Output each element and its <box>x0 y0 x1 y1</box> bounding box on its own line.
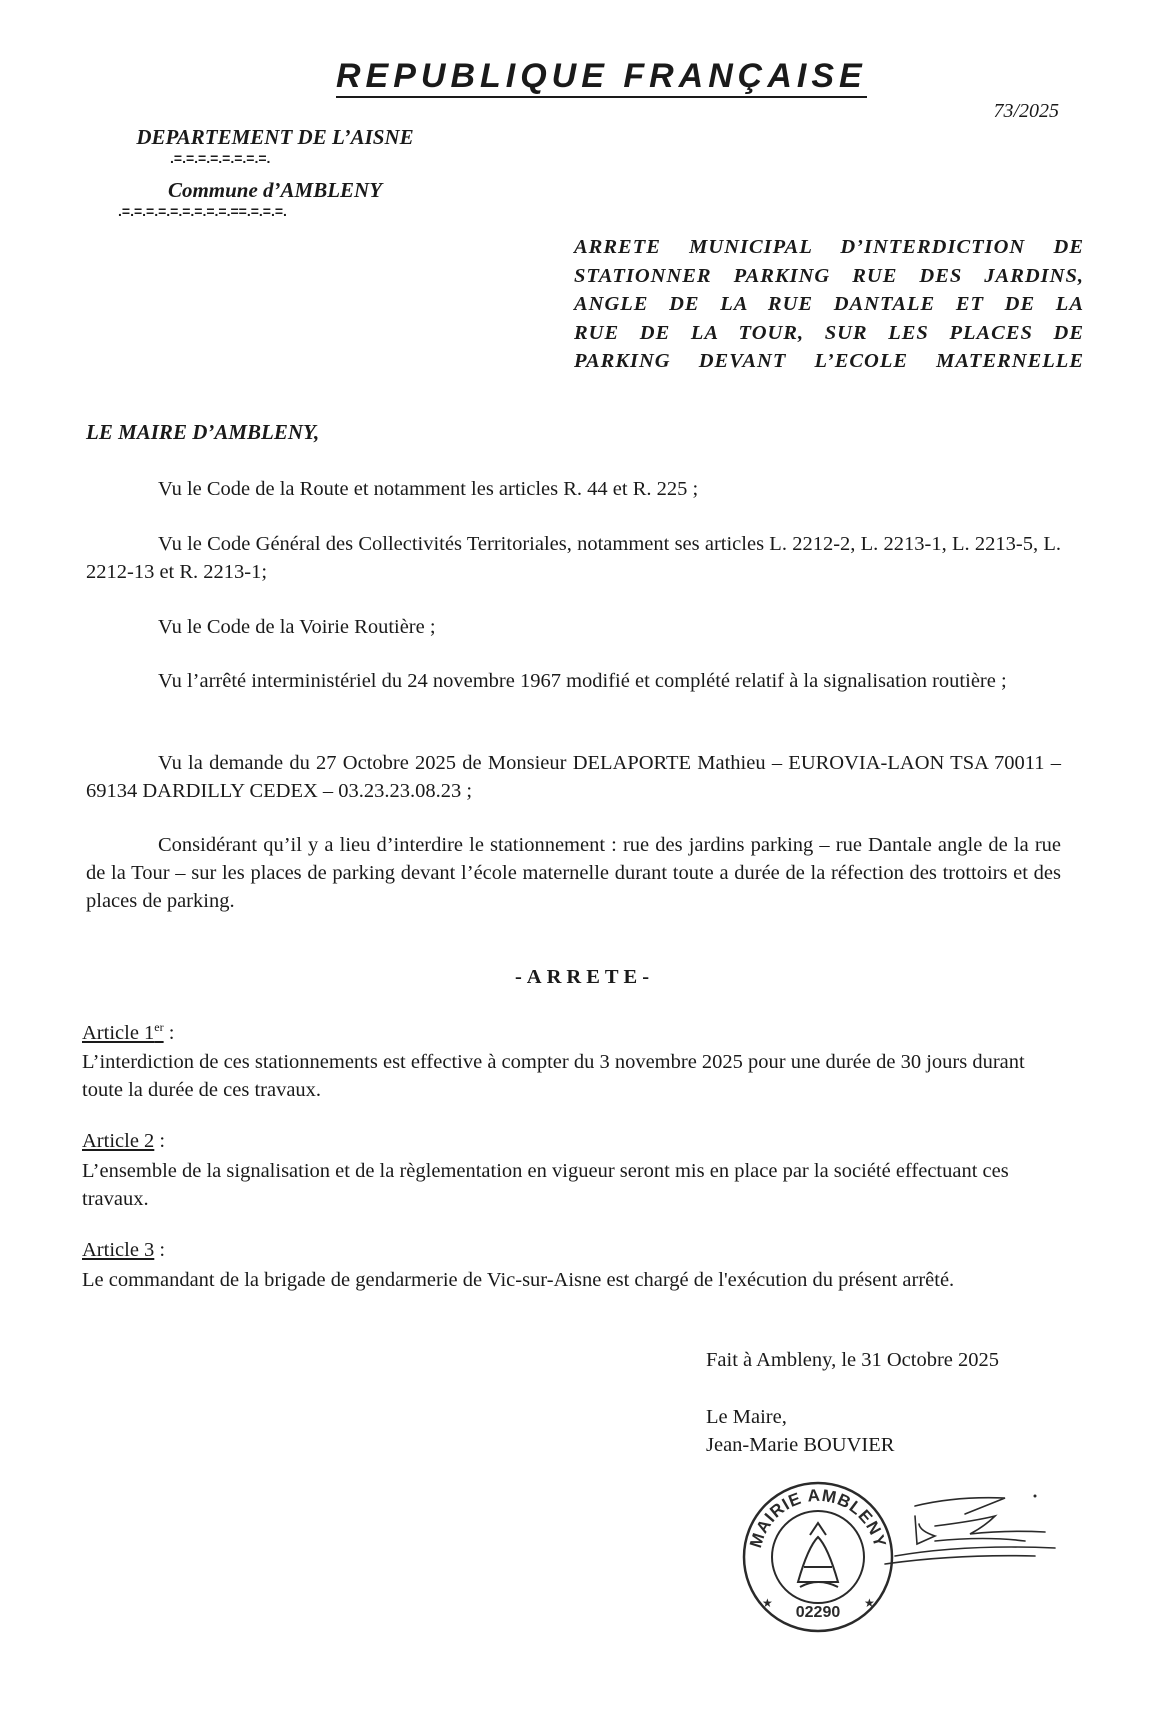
arrete-heading: -ARRETE- <box>514 966 655 988</box>
star-icon: ★ <box>762 1596 773 1610</box>
article-text: L’interdiction de ces stationnements est effective à compter du 3 novembre 2025 pour une durée de 30 jours durant toute la durée de ces travaux. <box>82 1051 1025 1101</box>
article-label: Article 2 <box>82 1130 155 1152</box>
consideration-paragraph: Vu le Code de la Route et notamment les articles R. 44 et R. 225 ; <box>158 478 699 500</box>
consideration-paragraph: Vu l’arrêté interministériel du 24 novembre 1967 modifié et complété relatif à la signalisation routière ; <box>158 670 1007 692</box>
article-heading <box>82 1020 174 1045</box>
commune-label: Commune d’AMBLENY <box>167 178 383 202</box>
title-line: RUE DE LA TOUR, SUR LES PLACES DE <box>574 321 1084 344</box>
separator-line: .=.=.=.=.=.=.=.=. <box>170 150 271 166</box>
article-colon: : <box>163 1021 175 1044</box>
stamp-text: MAIRIE AMBLENY <box>746 1485 890 1551</box>
star-icon: ★ <box>864 1596 875 1610</box>
consideration-paragraph: Vu le Code Général des Collectivités Territoriales, notamment ses articles L. 2212-2, L. 2213-1, L. 2213-5, L. 2212-13 et R. 2213-1; <box>86 533 1061 583</box>
arrete-number: 73/2025 <box>993 100 1059 122</box>
separator-line: .=.=.=.=.=.=.=.=.=.==.=.=.=. <box>118 203 287 219</box>
article-label: Article 1 <box>82 1021 155 1044</box>
consideration-paragraph: Considérant qu’il y a lieu d’interdire le stationnement : rue des jardins parking – rue Dantale angle de la rue de la Tour – sur les places de parking devant l’école maternelle durant toute a durée de la réfection des trottoirs et des places de parking. <box>86 834 1061 912</box>
departement-label: DEPARTEMENT DE L’AISNE <box>136 125 414 149</box>
marianne-emblem-icon <box>798 1523 838 1587</box>
handwritten-signature <box>875 1486 1075 1566</box>
article-heading <box>82 1239 165 1262</box>
republique-heading: REPUBLIQUE FRANÇAISE <box>336 58 867 98</box>
article-text: L’ensemble de la signalisation et de la règlementation en vigueur seront mis en place par la société effectuant ces travaux. <box>82 1160 1009 1210</box>
mairie-stamp <box>738 1477 898 1637</box>
maire-heading: LE MAIRE D’AMBLENY, <box>86 420 320 444</box>
consideration-paragraph: Vu le Code de la Voirie Routière ; <box>158 616 436 638</box>
title-line: STATIONNER PARKING RUE DES JARDINS, <box>574 264 1084 287</box>
title-line: PARKING DEVANT L’ECOLE MATERNELLE <box>574 350 1084 372</box>
article-heading <box>82 1130 165 1153</box>
article-colon: : <box>154 1130 166 1152</box>
article-label: Article 3 <box>82 1239 155 1261</box>
place-date: Fait à Ambleny, le 31 Octobre 2025 <box>706 1349 1000 1371</box>
article-text: Le commandant de la brigade de gendarmerie de Vic-sur-Aisne est chargé de l'exécution du présent arrêté. <box>82 1269 955 1291</box>
consideration-paragraph: Vu la demande du 27 Octobre 2025 de Monsieur DELAPORTE Mathieu – EUROVIA-LAON TSA 70011 – 69134 DARDILLY CEDEX – 03.23.23.08.23 ; <box>86 752 1061 802</box>
svg-text:MAIRIE AMBLENY <box>746 1486 890 1550</box>
signatory-role: Le Maire, <box>706 1406 787 1428</box>
title-line: ANGLE DE LA RUE DANTALE ET DE LA <box>574 293 1084 315</box>
signatory-name: Jean-Marie BOUVIER <box>706 1434 895 1456</box>
title-line: ARRETE MUNICIPAL D’INTERDICTION DE <box>574 236 1084 258</box>
arrete-title <box>574 233 1084 376</box>
article-colon: : <box>154 1239 166 1261</box>
article-superscript: er <box>154 1020 164 1034</box>
stamp-postcode: 02290 <box>795 1604 841 1621</box>
